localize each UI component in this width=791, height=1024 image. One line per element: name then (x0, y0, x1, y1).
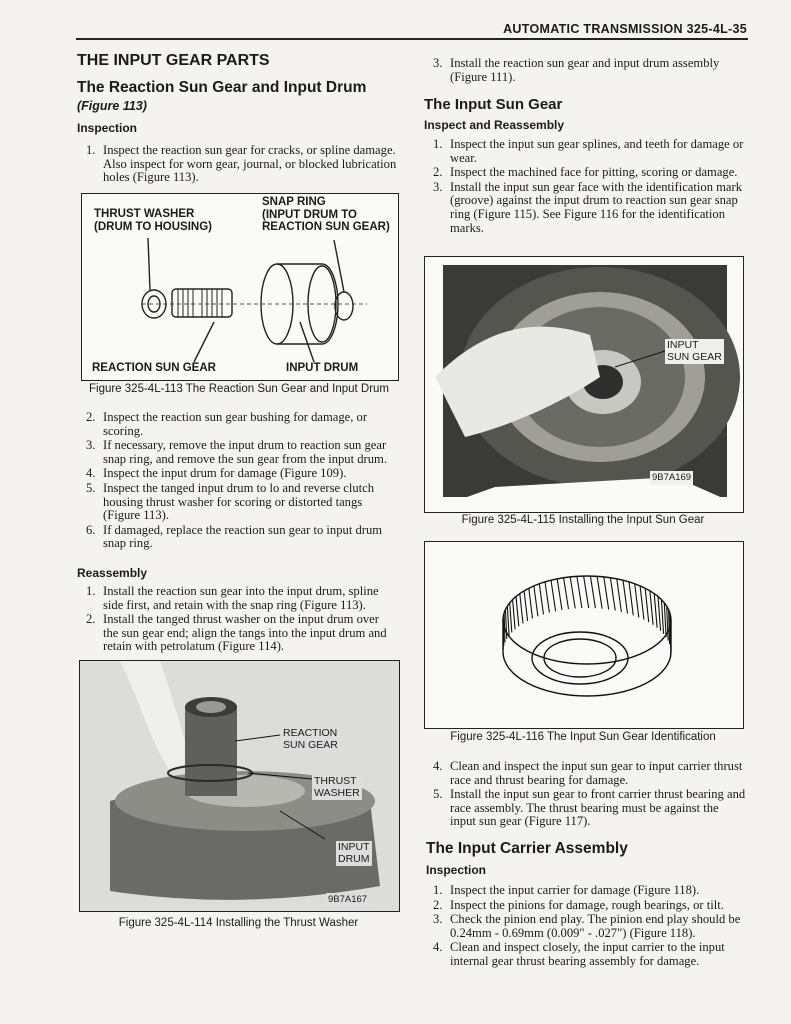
figure-114-caption: Figure 325-4L-114 Installing the Thrust Washer (118, 917, 359, 929)
reassembly-list-cont (424, 57, 746, 85)
subsection-title: The Reaction Sun Gear and Input Drum (77, 79, 367, 96)
figure-116 (424, 541, 744, 729)
list-item: 3. Install the input sun gear face with the identification mark (groove) against the input drum to reaction sun gear snap ring (Figure 115). See Figure 116 for the identification marks. (433, 179, 743, 235)
list-item: 3. Check the pinion end play. The pinion end play should be 0.24mm - 0.69mm (0.009" - .027") (Figure 118). (433, 912, 741, 940)
figure-114 (79, 660, 400, 912)
input-sun-gear-photo (425, 257, 743, 512)
figure-115 (424, 256, 744, 513)
section-title: THE INPUT GEAR PARTS (77, 52, 270, 69)
list-item: 3. If necessary, remove the input drum to reaction sun gear snap ring, and remove the sun gear from the input drum. (86, 438, 387, 466)
input-sun-gear-title: The Input Sun Gear (424, 96, 563, 113)
figure-reference: (Figure 113) (77, 99, 147, 113)
reassembly-heading: Reassembly (77, 566, 148, 580)
list-item: 5. Install the input sun gear to front carrier thrust bearing and race assembly. The thrust bearing must be against the input sun gear (Figure 117). (433, 787, 746, 829)
list-item: 2. Inspect the pinions for damage, rough bearings, or tilt. (433, 897, 724, 912)
inspection-heading: Inspection (77, 121, 138, 135)
figure-115-caption: Figure 325-4L-115 Installing the Input Sun Gear (461, 514, 705, 526)
list-item: 4. Clean and inspect closely, the input carrier to the input internal gear thrust bearing assembly for damage. (433, 940, 725, 968)
figure-113-caption: Figure 325-4L-113 The Reaction Sun Gear and Input Drum (88, 383, 390, 395)
list-item: 1. Install the reaction sun gear into the input drum, spline side first, and retain with the snap ring (Figure 113). (86, 584, 379, 612)
label-snap-ring: SNAP RING (INPUT DRUM TO REACTION SUN GEAR) (262, 196, 390, 233)
input-carrier-title: The Input Carrier Assembly (426, 840, 628, 857)
label-input-drum: INPUT DRUM (286, 362, 359, 374)
list-item: 1. Inspect the reaction sun gear for cracks, or spline damage. Also inspect for worn gear, journal, or blocked lubrication holes (Figure 113). (86, 143, 397, 185)
list-item: 2. Inspect the machined face for pitting, scoring or damage. (433, 165, 738, 180)
sun-gear-identification-drawing (425, 542, 743, 728)
carrier-list (424, 884, 746, 970)
inspection-list-cont (77, 411, 397, 552)
exploded-view-drawing (82, 194, 398, 380)
list-item: 1. Inspect the input sun gear splines, and teeth for damage or wear. (433, 137, 744, 165)
list-item: 2. Inspect the reaction sun gear bushing for damage, or scoring. (86, 410, 368, 438)
sun-gear-list (424, 138, 746, 236)
list-item: 4. Inspect the input drum for damage (Figure 109). (86, 466, 347, 481)
label-input-sun-gear: INPUT SUN GEAR (667, 339, 722, 363)
label-thrust-washer-photo: THRUST WASHER (314, 775, 360, 799)
photo-code: 9B7A167 (328, 894, 368, 905)
label-reaction-sun-gear: REACTION SUN GEAR (92, 362, 216, 374)
thrust-bearing-list (424, 760, 746, 830)
running-head: AUTOMATIC TRANSMISSION 325-4L-35 (503, 22, 747, 36)
inspect-reassembly-heading: Inspect and Reassembly (424, 118, 565, 132)
carrier-inspection-heading: Inspection (426, 863, 487, 877)
list-item: 1. Inspect the input carrier for damage (Figure 118). (433, 883, 700, 897)
list-item: 6. If damaged, replace the reaction sun gear to input drum snap ring. (86, 522, 383, 551)
label-input-drum-photo: INPUT DRUM (338, 841, 370, 865)
list-item: 2. Install the tanged thrust washer on the input drum over the sun gear end; align the tangs into the input drum and retain with petrolatum (Figure 114). (86, 612, 387, 654)
figure-113 (81, 193, 399, 381)
reassembly-list (77, 585, 397, 655)
list-item: 4. Clean and inspect the input sun gear to input carrier thrust race and thrust bearing for damage. (433, 759, 743, 787)
photo-code: 9B7A169 (652, 472, 692, 483)
header-rule (76, 38, 748, 40)
inspection-list-top (77, 144, 397, 186)
label-thrust-washer: THRUST WASHER (DRUM TO HOUSING) (94, 208, 212, 233)
figure-116-caption: Figure 325-4L-116 The Input Sun Gear Identification (450, 731, 716, 743)
list-item: 3. Install the reaction sun gear and input drum assembly (Figure 111). (433, 56, 720, 84)
list-item: 5. Inspect the tanged input drum to lo and reverse clutch housing thrust washer for scoring or distorted tangs (Figure 113). (86, 480, 375, 523)
label-reaction-sun-gear-photo: REACTION SUN GEAR (283, 727, 338, 751)
